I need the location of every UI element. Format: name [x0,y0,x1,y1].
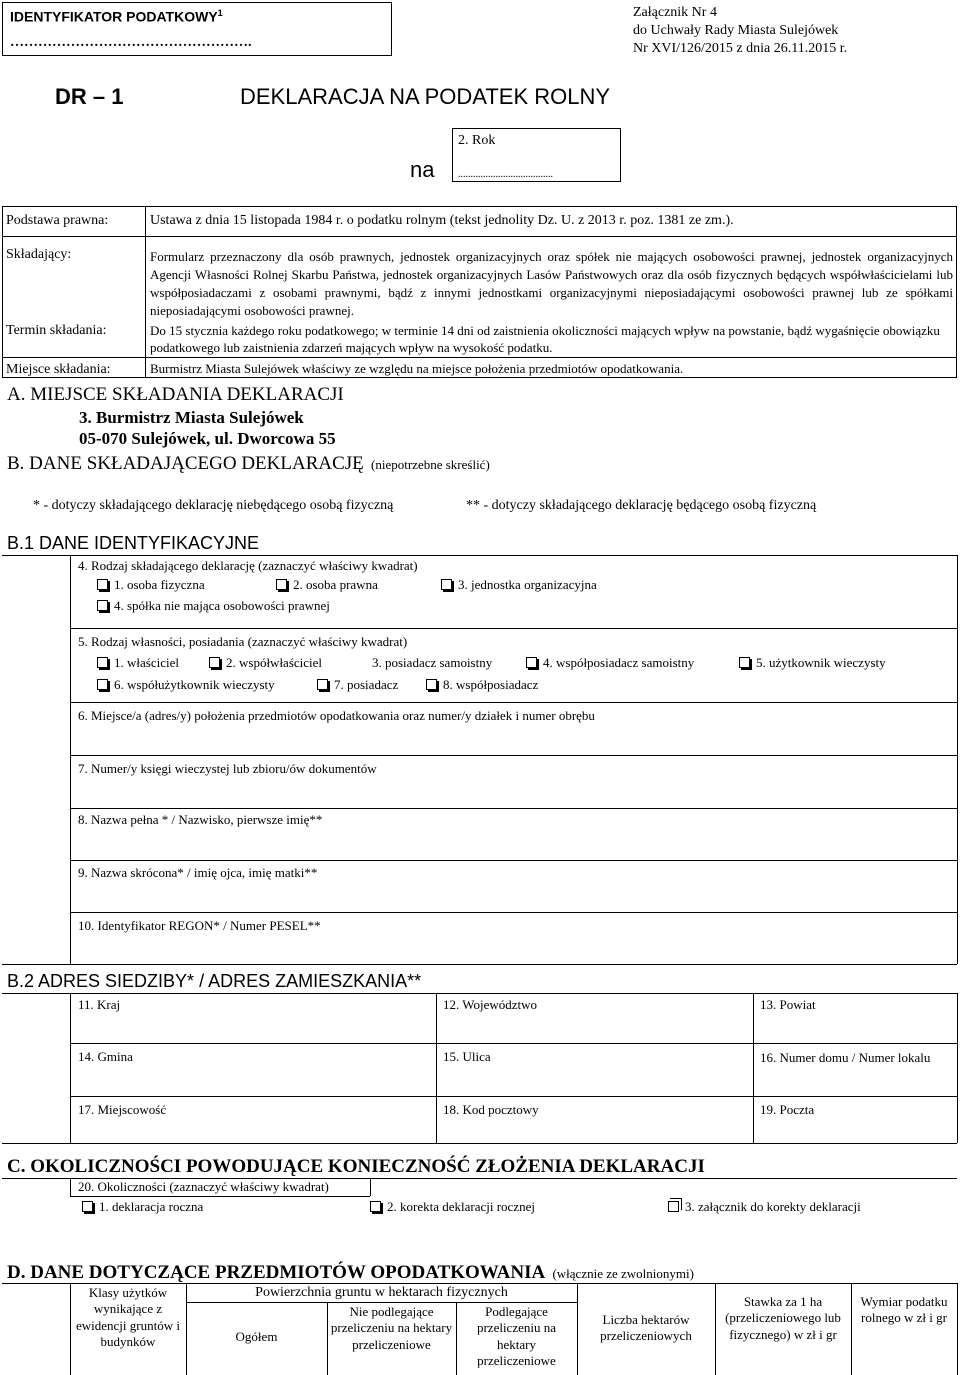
col-area-converted: Podlegające przeliczeniu na hektary przeliczeniowe [476,1304,557,1368]
q5-opt-1[interactable]: 1. właściciel [97,655,179,671]
section-b2-title: B.2 ADRES SIEDZIBY* / ADRES ZAMIESZKANIA** [7,971,422,991]
field-county[interactable]: 13. Powiat [760,997,816,1012]
year-field[interactable]: ...................................... [458,169,553,180]
checkbox-icon [97,600,108,611]
field-commune[interactable]: 14. Gmina [78,1049,133,1064]
field-house-number[interactable]: 16. Numer domu / Numer lokalu [760,1050,931,1065]
tax-identifier-label: IDENTYFIKATOR PODATKOWY$^1$ [10,8,223,25]
q5-opt-5[interactable]: 5. użytkownik wieczysty [739,655,886,671]
q5-opt-4[interactable]: 4. współposiadacz samoistny [526,655,694,671]
col-tax-amount: Wymiar podatku rolnego w zł i gr [860,1294,948,1326]
basis-text: Ustawa z dnia 15 listopada 1984 r. o podatku rolnym (tekst jednolity Dz. U. z 2013 r. poz. 1381 ze zm.). [150,213,734,228]
q4-opt-1[interactable]: 1. osoba fizyczna [97,577,205,593]
section-d-title: D. DANE DOTYCZĄCE PRZEDMIOTÓW OPODATKOWANIA (włącznie ze zwolnionymi) [7,1262,694,1283]
q9-field[interactable]: 9. Nazwa skrócona* / imię ojca, imię matki** [78,865,318,880]
q4-opt-3[interactable]: 3. jednostka organizacyjna [441,577,597,593]
checkbox-icon [739,657,750,668]
checkbox-icon [526,657,537,668]
q5-opt-3[interactable]: 3. posiadacz samoistny [372,655,493,670]
col-land-class: Klasy użytków wynikające z ewidencji gruntów i budynków [76,1285,180,1349]
q7-field[interactable]: 7. Numer/y księgi wieczystej lub zbioru/ów dokumentów [78,761,377,776]
q4-label: 4. Rodzaj składającego deklarację (zaznaczyć właściwy kwadrat) [78,558,418,573]
section-c-title: C. OKOLICZNOŚCI POWODUJĄCE KONIECZNOŚĆ ZŁOŻENIA DEKLARACJI [7,1156,705,1177]
field-country[interactable]: 11. Kraj [78,997,121,1012]
field-locality[interactable]: 17. Miejscowość [78,1102,167,1117]
q5-opt-8[interactable]: 8. współposiadacz [426,677,538,693]
checkbox-icon [97,657,108,668]
q5-label: 5. Rodzaj własności, posiadania (zaznaczyć właściwy kwadrat) [78,634,408,649]
form-title: DEKLARACJA NA PODATEK ROLNY [240,84,611,109]
footnote-legal-entity: * - dotyczy składającego deklarację niebędącego osobą fizyczną [33,498,394,513]
deadline-label: Termin składania: [6,323,107,338]
field-post-office[interactable]: 19. Poczta [760,1102,815,1117]
q5-opt-2[interactable]: 2. współwłaściciel [209,655,322,671]
field-street[interactable]: 15. Ulica [443,1049,491,1064]
q20-label: 20. Okoliczności (zaznaczyć właściwy kwadrat) [78,1179,329,1194]
checkbox-icon [370,1201,381,1212]
form-code: DR – 1 [55,84,124,109]
field-postal-code[interactable]: 18. Kod pocztowy [443,1102,539,1117]
q5-opt-6[interactable]: 6. współużytkownik wieczysty [97,677,275,693]
section-a-address: 3. Burmistrz Miasta Sulejówek 05-070 Sulejówek, ul. Dworcowa 55 [79,408,336,448]
q5-opt-7[interactable]: 7. posiadacz [317,677,398,693]
filer-label: Składający: [6,247,72,262]
c-opt-3[interactable]: 3. załącznik do korekty deklaracji [668,1199,861,1215]
checkbox-icon [97,579,108,590]
c-opt-1[interactable]: 1. deklaracja roczna [82,1199,203,1215]
col-area-total: Ogółem [235,1329,278,1344]
checkbox-icon [276,579,287,590]
annex-note: Załącznik Nr 4 do Uchwały Rady Miasta Sulejówek Nr XVI/126/2015 z dnia 26.11.2015 r. [633,5,848,56]
q4-opt-4[interactable]: 4. spółka nie mająca osobowości prawnej [97,598,330,614]
q6-field[interactable]: 6. Miejsce/a (adres/y) położenia przedmiotów opodatkowania oraz numer/y działek i numer obrębu [78,708,595,723]
basis-label: Podstawa prawna: [6,213,109,228]
q10-field[interactable]: 10. Identyfikator REGON* / Numer PESEL** [78,918,321,933]
col-area-header: Powierzchnia gruntu w hektarach fizycznych [255,1285,508,1300]
tax-identifier-box [2,2,392,56]
year-na-label: na [410,157,435,182]
place-text: Burmistrz Miasta Sulejówek właściwy ze względu na miejsce położenia przedmiotów opodatkowania. [150,361,684,376]
filer-text: Formularz przeznaczony dla osób prawnych, jednostek organizacyjnych oraz spółek nie mających osobowości prawnej, jednostek organizacyjnych Agencji Własności Rolnej Skarbu Państwa, jednostek organizacyjnych Lasów Państwowych oraz dla osób fizycznych będących współwłaścicielami lub współposiadaczami z osobami prawnymi, bądź z innymi jednostkami organizacyjnymi nieposiadającymi osobowości prawnej lub ze spółkami nieposiadającymi osobowości prawnej. [150,249,953,318]
section-b-title: B. DANE SKŁADAJĄCEGO DEKLARACJĘ (niepotrzebne skreślić) [7,453,490,474]
q4-opt-2[interactable]: 2. osoba prawna [276,577,378,593]
checkbox-icon [82,1201,93,1212]
footnote-natural-person: ** - dotyczy składającego deklarację będącego osobą fizyczną [466,498,817,513]
checkbox-icon [209,657,220,668]
col-converted-hectares: Liczba hektarów przeliczeniowych [600,1312,692,1344]
field-voivodeship[interactable]: 12. Województwo [443,997,538,1012]
checkbox-icon [668,1201,679,1212]
checkbox-icon [426,679,437,690]
year-box: 2. Rok ...................................... [452,128,621,182]
tax-identifier-field[interactable]: ……………………………………………. [10,35,252,50]
checkbox-icon [317,679,328,690]
section-a-title: A. MIEJSCE SKŁADANIA DEKLARACJI [7,384,344,405]
section-b1-title: B.1 DANE IDENTYFIKACYJNE [7,533,260,553]
col-rate: Stawka za 1 ha (przeliczeniowego lub fizycznego) w zł i gr [725,1294,841,1342]
checkbox-icon [97,679,108,690]
col-area-not-converted: Nie podlegające przeliczeniu na hektary przeliczeniowe [330,1304,453,1352]
checkbox-icon [441,579,452,590]
deadline-text: Do 15 stycznia każdego roku podatkowego; w terminie 14 dni od zaistnienia okoliczności mających wpływ na powstanie, bądź wygaśnięcie obowiązku podatkowego lub zaistnienia zdarzeń mających wpływ na wysokość podatku. [150,323,940,355]
c-opt-2[interactable]: 2. korekta deklaracji rocznej [370,1199,535,1215]
q8-field[interactable]: 8. Nazwa pełna * / Nazwisko, pierwsze imię** [78,812,323,827]
place-label: Miejsce składania: [6,362,111,377]
